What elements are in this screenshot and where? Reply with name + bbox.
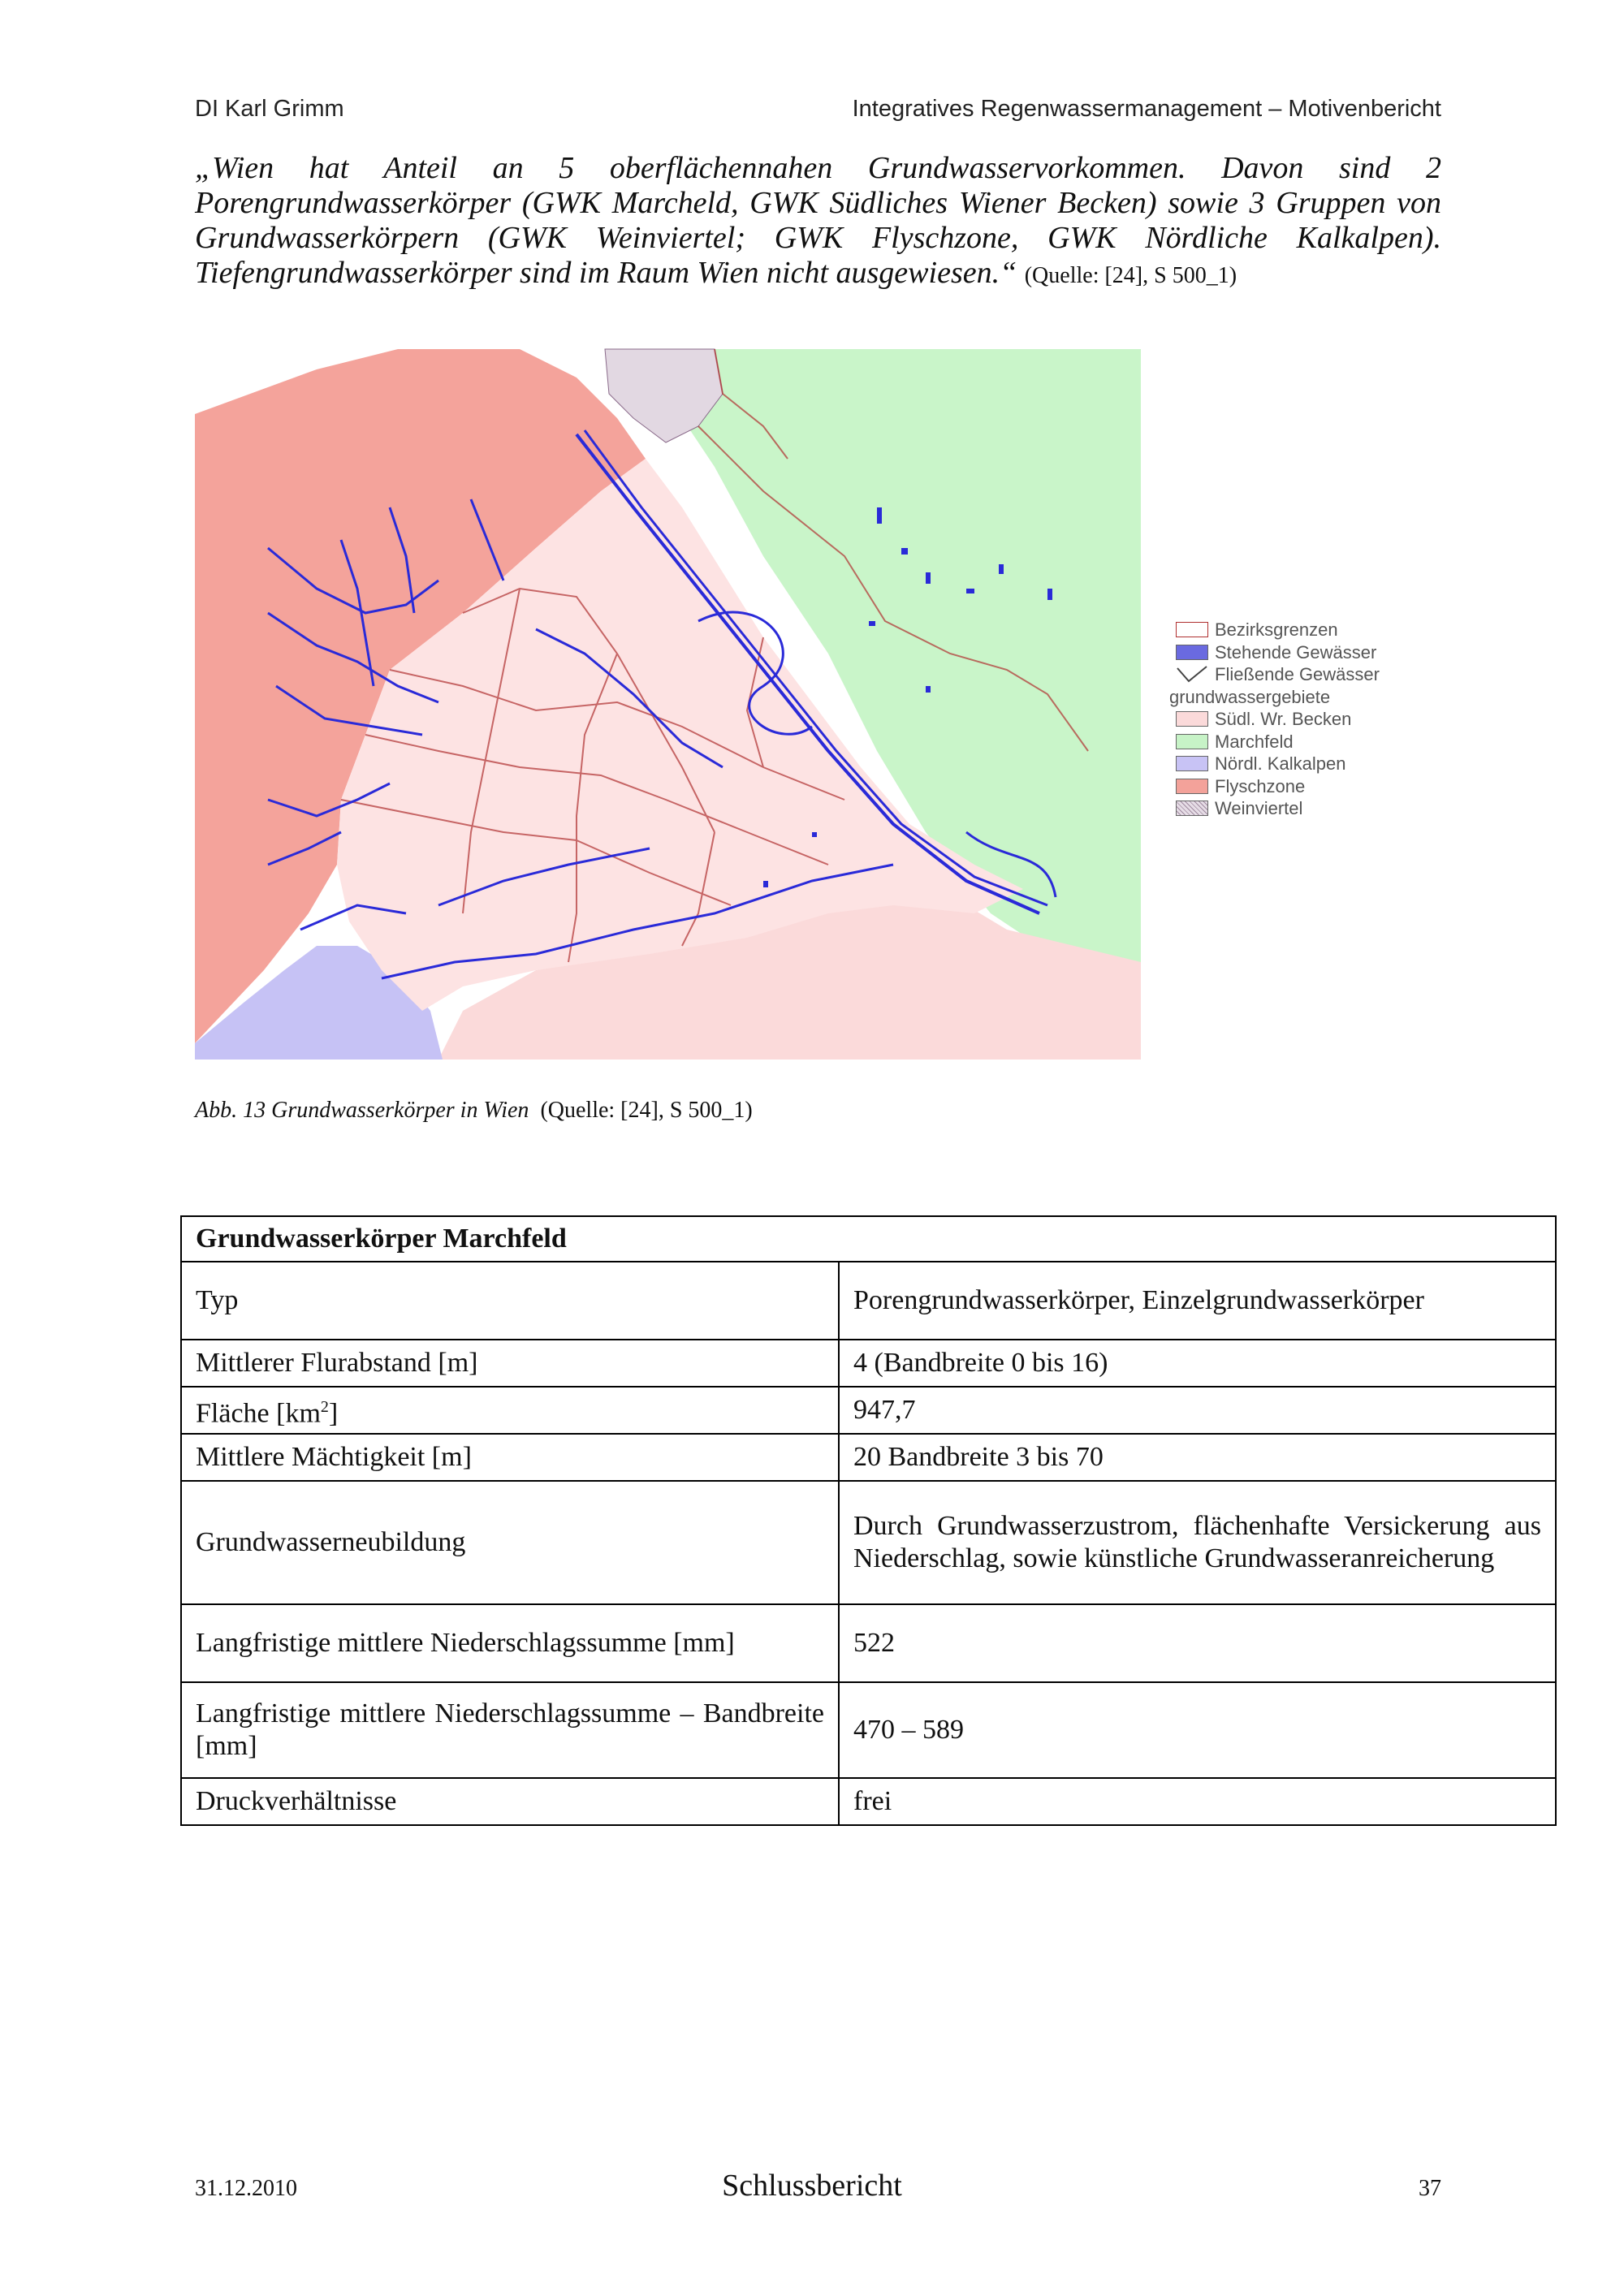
legend-label: Flyschzone <box>1215 775 1306 796</box>
row-value: 20 Bandbreite 3 bis 70 <box>839 1434 1556 1481</box>
table-row <box>181 1481 1556 1604</box>
row-value: 947,7 <box>839 1387 1556 1434</box>
swatch-icon <box>1176 734 1208 749</box>
quote-source: (Quelle: [24], S 500_1) <box>1024 263 1237 288</box>
caption-source: (Quelle: [24], S 500_1) <box>540 1098 753 1123</box>
swatch-icon <box>1176 801 1208 816</box>
legend-item-stehende-gewaesser <box>1169 641 1380 664</box>
table-row <box>181 1340 1556 1387</box>
line-icon <box>1176 665 1208 683</box>
legend-item-fliessende-gewaesser <box>1169 663 1380 686</box>
swatch-icon <box>1176 779 1208 794</box>
swatch-icon <box>1176 756 1208 771</box>
table-row <box>181 1434 1556 1481</box>
table-row <box>181 1387 1556 1434</box>
legend-label: Bezirksgrenzen <box>1215 619 1338 640</box>
quote-paragraph <box>195 151 1441 293</box>
row-label: Grundwasserneubildung <box>181 1481 839 1604</box>
table-title: Grundwasserkörper Marchfeld <box>181 1216 1556 1262</box>
legend-label: Marchfeld <box>1215 731 1294 752</box>
header-author: DI Karl Grimm <box>195 96 344 122</box>
legend-item-suedl-becken <box>1169 708 1380 731</box>
legend-item-kalkalpen <box>1169 753 1380 775</box>
legend-item-marchfeld <box>1169 731 1380 753</box>
row-value: 470 – 589 <box>839 1682 1556 1778</box>
table-row <box>181 1778 1556 1825</box>
legend-label: Stehende Gewässer <box>1215 641 1377 662</box>
row-value: Porengrundwasserkörper, Einzelgrundwasserkörper <box>839 1262 1556 1340</box>
table-row <box>181 1682 1556 1778</box>
footer-date: 31.12.2010 <box>195 2176 297 2201</box>
table-row <box>181 1604 1556 1682</box>
row-label: Typ <box>181 1262 839 1340</box>
legend-label: grundwassergebiete <box>1169 686 1331 707</box>
row-value: 522 <box>839 1604 1556 1682</box>
table-header-row <box>181 1216 1556 1262</box>
page-number: 37 <box>1419 2176 1441 2201</box>
legend-label: Südl. Wr. Becken <box>1215 709 1352 729</box>
swatch-icon <box>1176 711 1208 727</box>
row-label: Mittlerer Flurabstand [m] <box>181 1340 839 1387</box>
swatch-icon <box>1176 645 1208 660</box>
row-label: Langfristige mittlere Niederschlagssumme – Bandbreite [mm] <box>181 1682 839 1778</box>
row-label: Fläche $[km^2]$ <box>181 1387 839 1434</box>
legend-label: Weinviertel <box>1215 798 1303 818</box>
row-label: Langfristige mittlere Niederschlagssumme [mm] <box>181 1604 839 1682</box>
footer-title: Schlussbericht <box>722 2169 902 2203</box>
map-graphic <box>195 345 1141 1060</box>
figure-caption <box>195 1098 753 1124</box>
header-title: Integratives Regenwassermanagement – Motivenbericht <box>852 96 1441 122</box>
groundwater-map <box>195 345 1141 1060</box>
legend-label: Fließende Gewässer <box>1215 664 1380 684</box>
quote-text: „Wien hat Anteil an 5 oberflächennahen Grundwasservorkommen. Davon sind 2 Porengrundwasserkörper (GWK Marcheld, GWK Südliches Wiener Becken) sowie 3 Gruppen von Grundwasserkörpern (GWK Weinviertel; GWK Flyschzone, GWK Nördliche Kalkalpen). Tiefengrundwasserkörper sind im Raum Wien nicht ausgewiesen.“ <box>195 151 1441 290</box>
row-value: frei <box>839 1778 1556 1825</box>
legend-label: Nördl. Kalkalpen <box>1215 753 1346 774</box>
table-row <box>181 1262 1556 1340</box>
legend-item-bezirksgrenzen <box>1169 619 1380 641</box>
row-label: Druckverhältnisse <box>181 1778 839 1825</box>
map-legend <box>1169 619 1380 820</box>
swatch-icon <box>1176 622 1208 637</box>
row-value: 4 (Bandbreite 0 bis 16) <box>839 1340 1556 1387</box>
legend-heading <box>1169 686 1380 709</box>
legend-item-flyschzone <box>1169 775 1380 798</box>
legend-item-weinviertel <box>1169 797 1380 820</box>
row-value: Durch Grundwasserzustrom, flächenhafte Versickerung aus Niederschlag, sowie künstliche Grundwasseranreicherung <box>839 1481 1556 1604</box>
row-label: Mittlere Mächtigkeit [m] <box>181 1434 839 1481</box>
groundwater-table <box>180 1215 1557 1826</box>
caption-text: Abb. 13 Grundwasserkörper in Wien <box>195 1098 529 1123</box>
